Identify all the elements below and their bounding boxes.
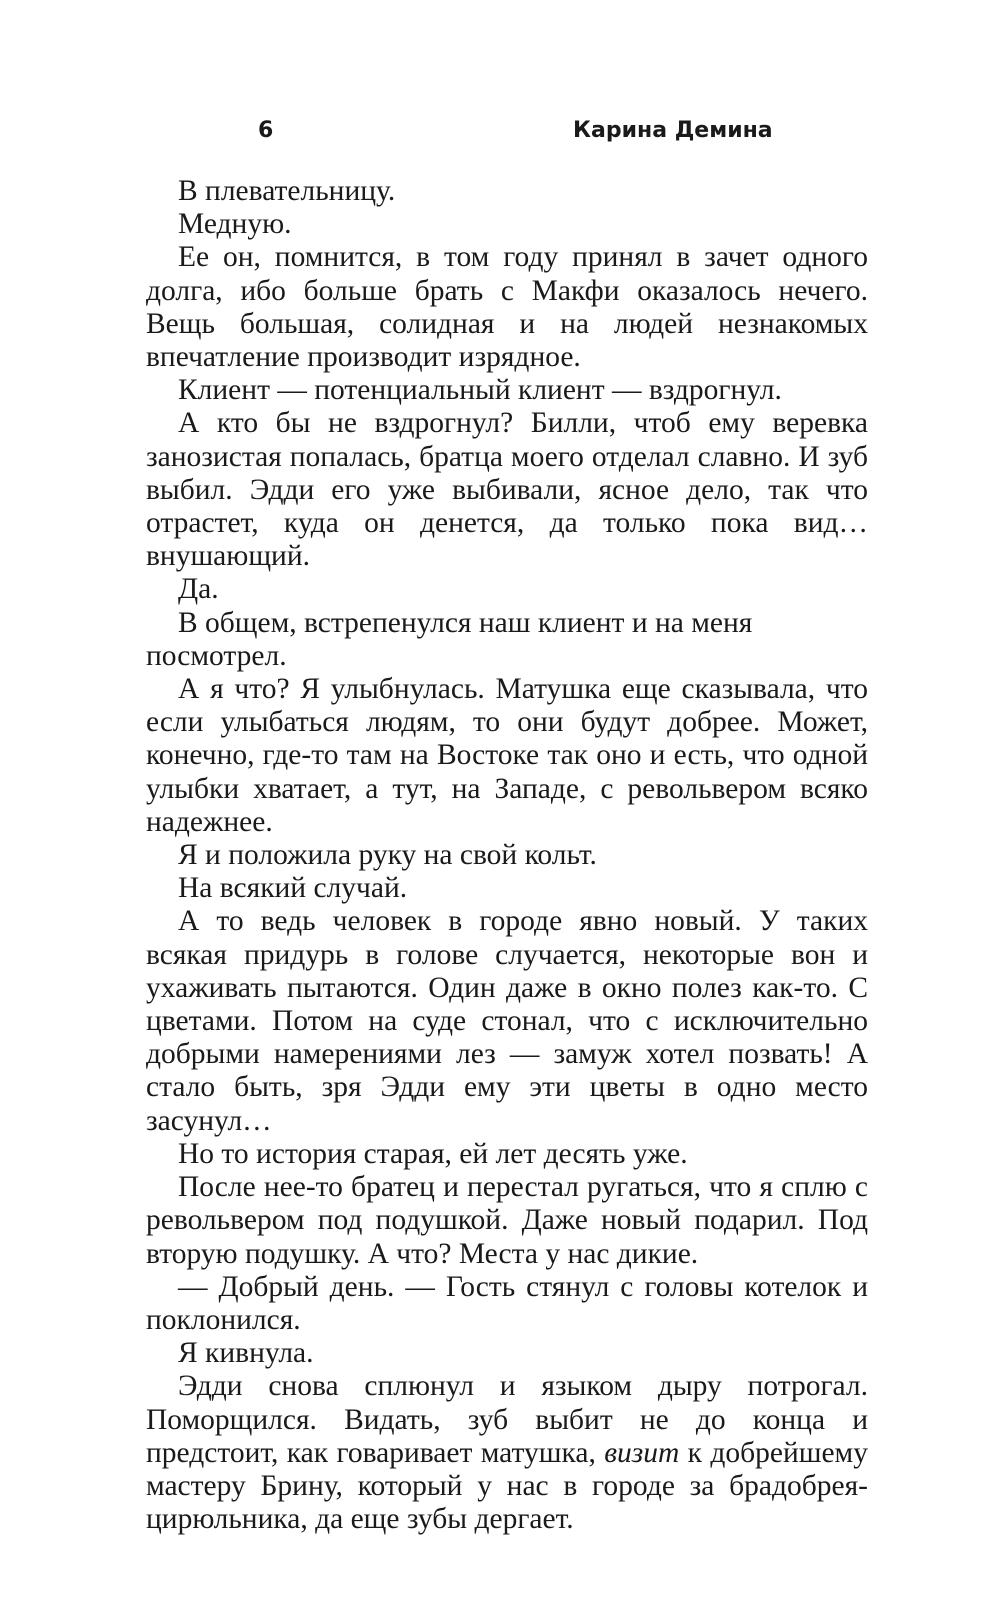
paragraph-text-after: к добрейшему мастеру Брину, который у нас в городе за брадобрея-цирюльника, да еще зубы дергает.: [146, 1436, 868, 1536]
paragraph-with-emphasis: [146, 1370, 868, 1536]
paragraph: Я и положила руку на свой кольт.: [178, 839, 597, 872]
paragraph: А то ведь человек в городе явно новый. У таких всякая придурь в голове случается, некоторые вон и ухаживать пытаются. Один даже в окно полез как-то. С цветами. Потом на суде стонал, что с исключительно добрыми намерениями лез — замуж хотел позвать! А стало быть, зря Эдди ему эти цветы в одно место засунул…: [146, 905, 868, 1137]
paragraph: — Добрый день. — Гость стянул с головы котелок и поклонился.: [146, 1270, 868, 1336]
paragraph: После нее-то братец и перестал ругаться, что я сплю с револьвером под подушкой. Даже новый подарил. Под вторую подушку. А что? Места у нас дикие.: [146, 1171, 868, 1270]
emphasized-word: визит: [604, 1436, 680, 1469]
paragraph: На всякий случай.: [178, 872, 408, 905]
paragraph: Но то история старая, ей лет десять уже.: [178, 1137, 688, 1170]
body-text: [146, 175, 868, 1536]
paragraph: В плевательницу.: [178, 175, 396, 207]
paragraph: А я что? Я улыбнулась. Матушка еще сказывала, что если улыбаться людям, то они будут добрее. Может, конечно, где-то там на Востоке так оно и есть, что одной улыбки хватает, а тут, на Западе, с револьвером всяко надежнее.: [146, 673, 868, 838]
paragraph-text-before: Эдди снова сплюнул и языком дыру потрогал. Поморщился. Видать, зуб выбит не до конца и предстоит, как говаривает матушка,: [146, 1370, 868, 1469]
paragraph: Клиент — потенциальный клиент — вздрогнул.: [178, 374, 782, 407]
paragraph: Да.: [178, 573, 219, 606]
page-number: 6: [258, 118, 274, 143]
paragraph: А кто бы не вздрогнул? Билли, чтоб ему веревка занозистая попалась, братца моего отделал славно. И зуб выбил. Эдди его уже выбивали, ясное дело, так что отрастет, куда он денется, да только пока вид… внушающий.: [146, 407, 868, 573]
paragraph: Я кивнула.: [178, 1337, 314, 1370]
paragraph: Медную.: [178, 208, 292, 241]
paragraph: В общем, встрепенулся наш клиент и на меня посмотрел.: [146, 606, 753, 672]
paragraph: Ее он, помнится, в том году принял в зачет одного долга, ибо больше брать с Макфи оказалось нечего. Вещь большая, солидная и на людей незнакомых впечатление производит изрядное.: [146, 241, 868, 374]
running-header: [0, 118, 1000, 148]
running-title-author: Карина Демина: [573, 118, 773, 143]
